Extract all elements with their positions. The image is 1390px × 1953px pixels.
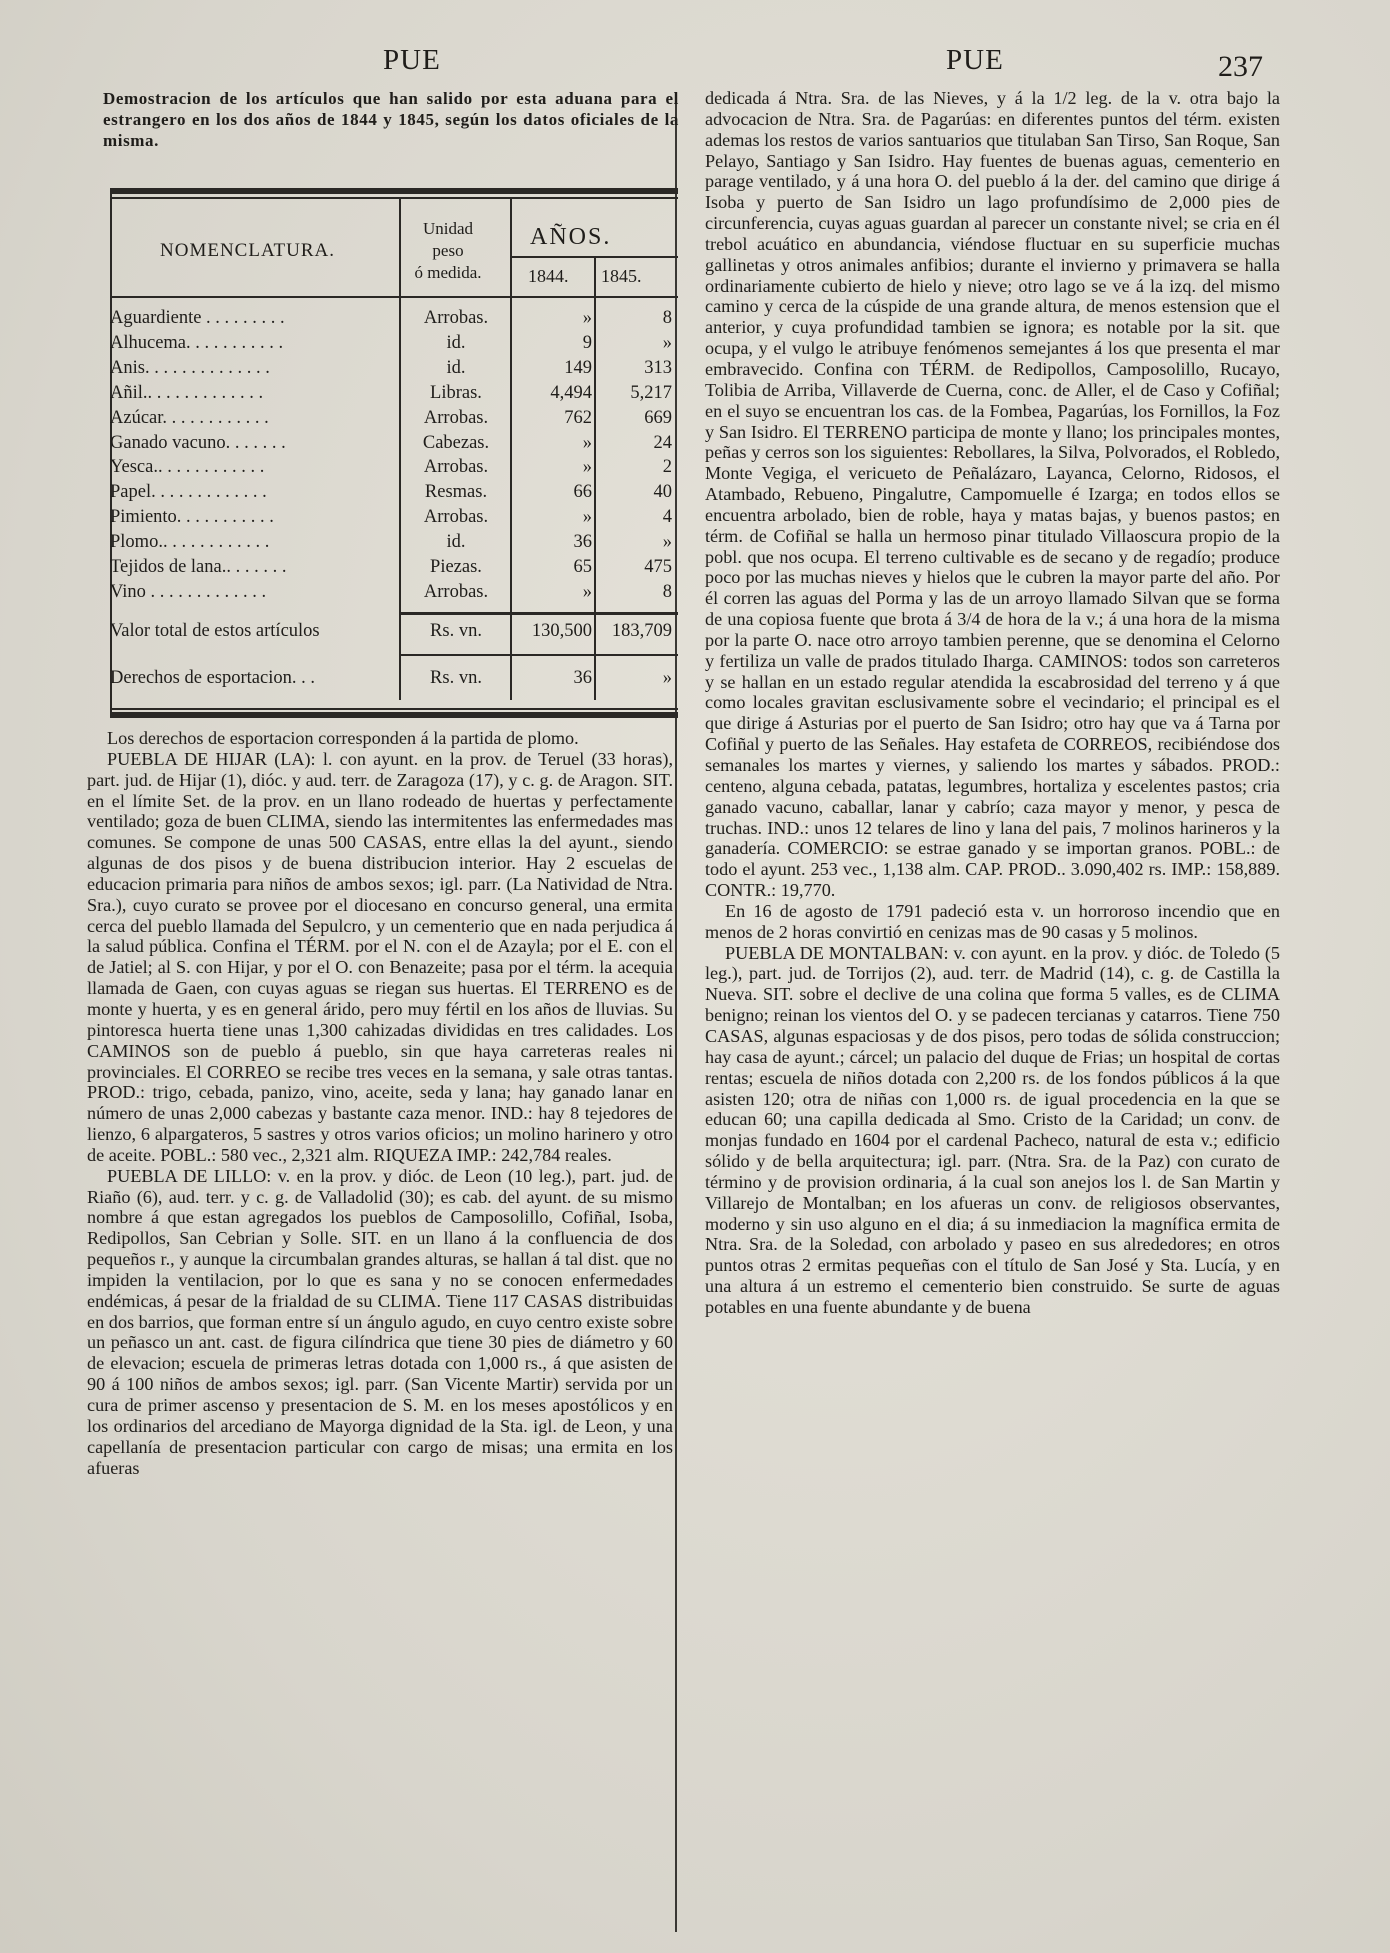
row-1844: 4,494 <box>550 382 592 403</box>
header-unidad-line3: ó medida. <box>414 263 482 282</box>
row-name: Alhucema. . . . . . . . . . . <box>110 332 284 353</box>
duties-label: Derechos de esportacion. . . <box>110 668 315 688</box>
table-row <box>110 333 678 357</box>
row-1844: » <box>582 581 592 602</box>
total-unit: Rs. vn. <box>430 621 482 641</box>
total-rule <box>400 612 678 615</box>
row-unit: Piezas. <box>430 557 482 577</box>
entry-puebla-de-lillo-continued: dedicada á Ntra. Sra. de las Nieves, y á la 1/2 leg. de la v. otra bajo la advocacion de Ntra. Sra. de Pagarúas: en diferentes puntos del térm. existen ademas los restos de varios santuarios que titulaban San Tirso, San Roque, San Pelayo, Santiago y San Isidro. Hay fuentes de buenas aguas, cementerio en parage ventilado, y á una hora O. del pueblo á la der. del camino que dirige á Isoba y puerto de San Isidro un lago profundísimo de 2,000 pies de circunferencia, cuyas aguas guardan al parecer un constante nivel; se cria en él trebol acuático en abundancia, viéndose fluctuar en su superficie muchas gallinetas y otros animales anfibios; durante el invierno y primavera se halla ordinariamente cubierto de hielo y nieve; otro lago se ve á la izq. del mismo camino y cerca de la cúspide de una grande altura, de menos estension que el anterior, y cuya profundidad tambien se ignora; es notable por la sit. que ocupa, y el vulgo le atribuye fenómenos semejantes á los que presenta el mar embravecido. Confina con TÉRM. de Redipollos, Camposolillo, Rucayo, Tolibia de Arriba, Villaverde de Cuerna, conc. de Aller, el de Caso y Cofiñal; en el suyo se encuentran los cas. de la Fombea, Pagarúas, los Fornillos, la Foz y San Isidro. El TERRENO participa de monte y llano; los principales montes, peñas y cerros son los siguientes: Rebollares, la Silva, Polvorados, el Robledo, Monte Vegiga, el vericueto de Peñalázaro, Layanca, Celorno, Ridosos, el Atambado, Rebueno, Pingalutre, Campomuelle é Izarga; en todos ellos se encuentra arbolado, bien de roble, haya y matas bajas, y buenos pastos; en térm. de Cofiñal se halla un hermoso pinar titulado Villaoscura propio de la pobl. que nos ocupa. El terreno cultivable es de secano y de regadío; produce poco por las muchas nieves y hielos que le cubren la mayor parte del año. Por él corren las aguas del Porma y las de un arroyo llamado Silvan que se forma de una copiosa fuente que brota á 3/4 de hora de la v.; á una hora de la misma por la parte O. nace otro arroyo tambien perenne, que se denomina el Celorno y fertiliza un valle de prados titulado Iharga. CAMINOS: todos son carreteros y se hallan en un estado regular atendida la escabrosidad del terreno y á que como locales gravitan esclusivamente sobre el vecindario; el principal es el que dirige á Asturias por el puerto de San Isidro; otro hay que va á Tarna por Cofiñal y puerto de las Señales. Hay estafeta de CORREOS, recibiéndose dos semanales los martes y viernes, y saliendo los martes y sábados. PROD.: centeno, alguna cebada, patatas, legumbres, hortaliza y escelentes pastos; cria ganado vacuno, caballar, lanar y cabrío; caza mayor y menor, y pesca de truchas. IND.: unos 12 telares de lino y lana del pais, 7 molinos harineros y la ganadería. COMERCIO: se estrae ganado y se importan granos. POBL.: de todo el ayunt. 253 vec., 1,138 alm. CAP. PROD.. 3.090,402 rs. IMP.: 158,889. CONTR.: 19,770. <box>705 88 1280 901</box>
row-1844: 149 <box>564 357 592 378</box>
row-1845: 40 <box>653 482 672 503</box>
row-name: Pimiento. . . . . . . . . . . <box>110 507 274 528</box>
table-row <box>110 358 678 382</box>
duties-1844: 36 <box>573 668 592 688</box>
row-name: Añil.. . . . . . . . . . . . . <box>110 382 264 403</box>
row-unit: id. <box>446 332 466 353</box>
row-name: Papel. . . . . . . . . . . . . <box>110 482 267 503</box>
table-row <box>110 383 678 407</box>
row-1845: 5,217 <box>630 382 672 403</box>
row-1845: 2 <box>662 457 672 478</box>
table-row <box>110 507 678 531</box>
page-number: 237 <box>1218 50 1263 83</box>
header-rule <box>110 296 678 298</box>
row-1844: 65 <box>573 557 592 577</box>
table-rule-top <box>110 188 678 194</box>
row-unit: Cabezas. <box>422 432 490 453</box>
duties-1845: » <box>662 668 672 688</box>
row-1845: 24 <box>653 432 672 453</box>
paragraph-esportacion-note: Los derechos de esportacion corresponden á la partida de plomo. <box>107 728 579 748</box>
paragraph-incendio: En 16 de agosto de 1791 padeció esta v. un horroroso incendio que en menos de 2 horas convirtió en cenizas mas de 90 casas y 5 molinos. <box>705 900 1280 942</box>
row-name: Ganado vacuno. . . . . . . <box>110 432 286 453</box>
row-1845: 475 <box>644 557 672 577</box>
row-unit: id. <box>446 357 466 378</box>
table-row <box>110 433 678 457</box>
table-rule-top-inner <box>110 197 678 199</box>
header-unidad <box>398 218 498 284</box>
duties-unit: Rs. vn. <box>430 668 482 688</box>
row-1844: 36 <box>573 532 592 553</box>
total-1844: 130,500 <box>531 621 592 641</box>
table-caption-block <box>103 88 679 151</box>
row-1845: 313 <box>644 357 672 378</box>
row-unit: Arrobas. <box>423 507 489 528</box>
entry-puebla-de-montalban: PUEBLA DE MONTALBAN: v. con ayunt. en la prov. y dióc. de Toledo (5 leg.), part. jud. de Torrijos (2), aud. terr. de Madrid (14), c. g. de Castilla la Nueva. SIT. sobre el declive de una colina que forma 5 valles, es de CLIMA benigno; reinan los vientos del O. y se padecen tercianas y catarros. Tiene 750 CASAS, algunas espaciosas y de dos pisos, pero todas de sólida construccion; hay casa de ayunt.; cárcel; un palacio del duque de Frias; un hospital de cortas rentas; escuela de niños dotada con 2,200 rs. de los fondos públicos á la que asisten 120; otra de niñas con 1,000 rs. de igual procedencia en la que se educan 60; una capilla dedicada al Smo. Cristo de la Caridad; un conv. de monjas fundado en 1604 por el cardenal Pacheco, natural de esta v.; edificio sólido y de bella arquitectura; igl. parr. (Ntra. Sra. de la Paz) con curato de término y de provision ordinaria, á la cual son anejos los l. de San Martin y Villarejo de Montalban; en los afueras un conv. de religiosos observantes, moderno y sin uso alguno en el dia; á su inmediacion la magnífica ermita de Ntra. Sra. de la Soledad, con arbolado y paseo en sus alrededores; en otros puntos otras 2 ermitas pequeñas con el título de San José y Sta. Lucía, y en una altura á un estremo el cementerio bien construido. Se surte de aguas potables en una fuente abundante y de buena <box>705 942 1280 1317</box>
right-column-text <box>705 88 1280 1318</box>
header-unidad-line2: peso <box>432 241 464 260</box>
row-name: Aguardiente . . . . . . . . . <box>110 308 285 328</box>
row-1845: 4 <box>662 507 672 528</box>
table-row <box>110 457 678 481</box>
header-year-1845: 1845. <box>601 266 642 286</box>
entry-puebla-de-lillo: PUEBLA DE LILLO: v. en la prov. y dióc. de Leon (10 leg.), part. jud. de Riaño (6), aud. terr. y c. g. de Valladolid (30); es cab. del ayunt. de su mismo nombre á que estan agregados los pueblos de Camposolillo, Cofiñal, Isoba, Redipollos, San Cebrian y Solle. SIT. en un llano á la confluencia de dos pequeños r., y aunque la circumbalan grandes alturas, se hallan á tal dist. que no impiden la ventilacion, por lo que es sana y no se conocen enfermedades endémicas, á pesar de la frialdad de su CLIMA. Tiene 117 CASAS distribuidas en dos barrios, que forman entre sí un ángulo agudo, en cuyo centro existe sobre un peñasco un ant. cast. de figura cilíndrica que tiene 30 pies de diámetro y 60 de elevacion; escuela de primeras letras dotada con 1,000 rs., á que asisten de 90 á 100 niños de ambos sexos; igl. parr. (San Vicente Martir) servida por un cura de primer ascenso y presentacion de S. M. en los meses apostólicos y en los ordinarios del arcediano de Mayorga dignidad de la Sta. igl. de Leon, y una capellanía de presentacion particular con cargo de misas; una ermita en los afueras <box>87 1165 673 1478</box>
row-1845: 669 <box>644 407 672 428</box>
row-1844: 9 <box>582 332 592 353</box>
header-year-1844: 1844. <box>528 266 569 286</box>
row-1844: 762 <box>564 407 592 428</box>
exports-table <box>110 188 678 718</box>
duties-rule <box>400 654 678 656</box>
table-rule-bottom-inner <box>110 708 678 710</box>
row-unit: Libras. <box>430 382 482 403</box>
running-head-left: PUE <box>383 44 441 76</box>
row-name: Yesca.. . . . . . . . . . . . <box>110 457 265 478</box>
row-unit: Arrobas. <box>423 457 489 478</box>
row-1844: » <box>582 457 592 478</box>
row-name: Plomo.. . . . . . . . . . . . <box>110 532 270 553</box>
header-nomenclatura: NOMENCLATURA. <box>160 240 336 261</box>
table-row <box>110 482 678 506</box>
row-name: Azúcar. . . . . . . . . . . . <box>110 407 269 428</box>
entry-puebla-de-hijar: PUEBLA DE HIJAR (LA): l. con ayunt. en la prov. de Teruel (33 horas), part. jud. de Hijar (1), dióc. y aud. terr. de Zaragoza (17), y c. g. de Aragon. SIT. en el límite Set. de la prov. en un llano rodeado de huertas y perfectamente ventilado; goza de buen CLIMA, siendo las intermitentes las enfermedades mas comunes. Se compone de unas 500 CASAS, entre ellas la del ayunt., siendo algunas de dos pisos y de buena distribucion interior. Hay 2 escuelas de educacion primaria para niños de ambos sexos; igl. parr. (La Natividad de Ntra. Sra.), cuyo curato se provee por el diocesano en concurso general, una ermita cerca del pueblo llamada del Sepulcro, y un cementerio que en nada perjudica á la salud pública. Confina el TÉRM. por el N. con el de Azayla; por el E. con el de Jatiel; al S. con Hijar, y por el O. con Benazeite; pasa por el térm. la acequia llamada de Gaen, con cuyas aguas se riegan sus huertas. El TERRENO es de monte y huerta, y es en general árido, pero muy fértil en los años de lluvias. Su pintoresca huerta tiene unas 1,300 cahizadas divididas en tres calidades. Los CAMINOS son de pueblo á pueblo, sin que haya carreteras reales ni provinciales. El CORREO se recibe tres veces en la semana, y sale otras tantas. PROD.: trigo, cebada, panizo, vino, aceite, seda y lana; hay ganado lanar en número de unas 2,000 cabezas y bastante caza menor. IND.: hay 8 tejedores de lienzo, 6 alpargateros, 5 sastres y otros varios oficios; un molino harinero y otro de aceite. POBL.: 580 vec., 2,321 alm. RIQUEZA IMP.: 242,784 reales. <box>87 748 673 1165</box>
row-unit: Arrobas. <box>423 581 489 602</box>
years-rule <box>512 256 678 258</box>
table-row <box>110 408 678 432</box>
row-1845: » <box>662 332 672 353</box>
row-1845: » <box>662 532 672 553</box>
row-1844: 66 <box>573 482 592 503</box>
row-1845: 8 <box>662 308 672 328</box>
row-name: Tejidos de lana.. . . . . . . <box>110 557 287 577</box>
left-column-text <box>87 728 673 1478</box>
row-1844: » <box>582 432 592 453</box>
running-head-right: PUE <box>946 44 1004 76</box>
row-unit: Arrobas. <box>423 407 489 428</box>
row-name: Vino . . . . . . . . . . . . . <box>110 581 267 602</box>
table-row <box>110 582 678 606</box>
table-row <box>110 308 678 332</box>
header-anos: AÑOS. <box>530 224 612 250</box>
row-unit: id. <box>446 532 466 553</box>
header-unidad-line1: Unidad <box>422 219 474 238</box>
total-label: Valor total de estos artículos <box>110 621 320 641</box>
total-1845: 183,709 <box>611 621 672 641</box>
table-row <box>110 532 678 556</box>
table-caption: Demostracion de los artículos que han salido por esta aduana para el estrangero en los dos años de 1844 y 1845, según los datos oficiales de la misma. <box>103 89 679 150</box>
row-unit: Arrobas. <box>423 308 489 328</box>
row-1844: » <box>582 308 592 328</box>
table-row <box>110 557 678 581</box>
row-unit: Resmas. <box>424 482 488 503</box>
row-name: Anis. . . . . . . . . . . . . . <box>110 357 270 378</box>
table-rule-bottom <box>110 712 678 718</box>
row-1844: » <box>582 507 592 528</box>
row-1845: 8 <box>662 581 672 602</box>
